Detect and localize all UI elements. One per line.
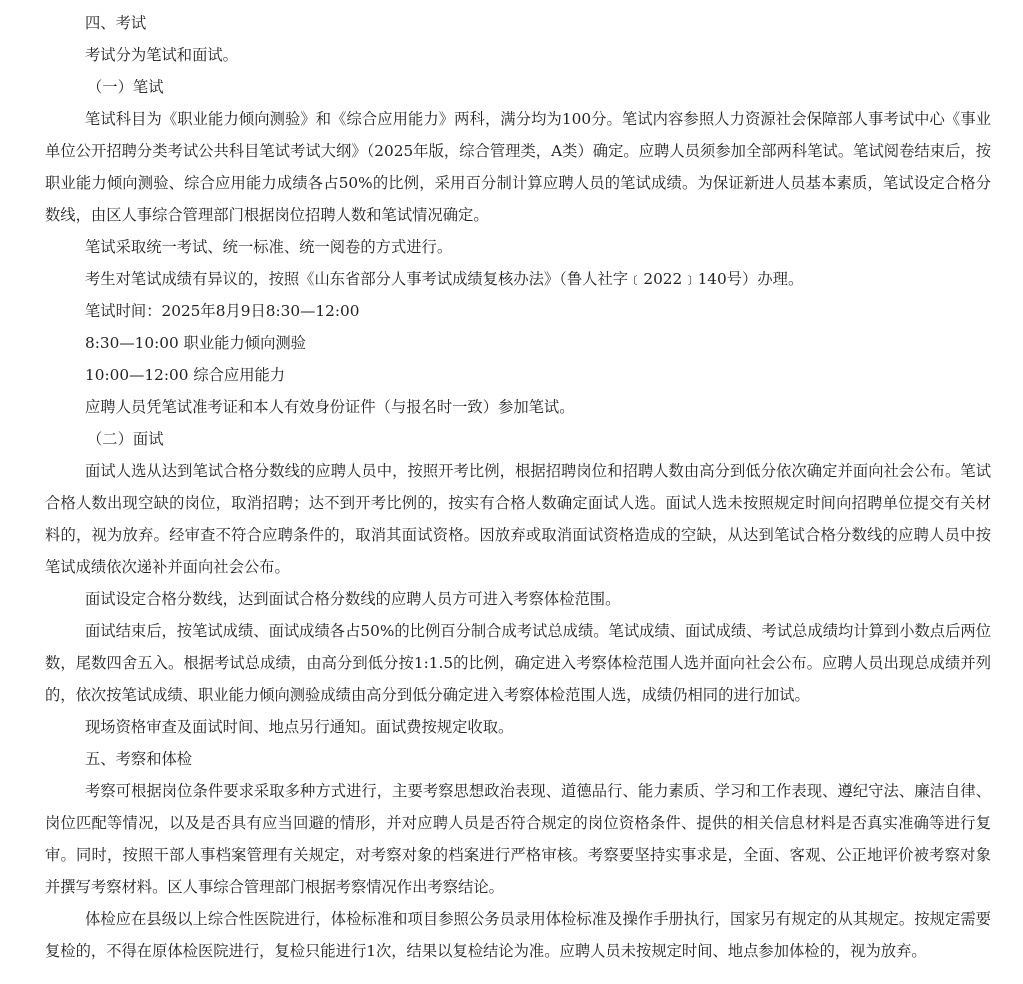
section-4-heading: 四、考试 <box>85 14 147 32</box>
interview-passline-paragraph: 面试设定合格分数线，达到面试合格分数线的应聘人员方可进入考察体检范围。 <box>85 590 621 608</box>
section-5-heading: 五、考察和体检 <box>85 750 193 768</box>
schedule-item: 10:00—12:00 综合应用能力 <box>85 366 286 384</box>
total-score-paragraph: 面试结束后，按笔试成绩、面试成绩各占50%的比例百分制合成考试总成绩。笔试成绩、面试成绩、考试总成绩均计算到小数点后两位数，尾数四舍五入。根据考试总成绩，由高分到低分按1:1.5的比例，确定进入考察体检范围人选并面向社会公布。应聘人员出现总成绩并列的，依次按笔试成绩、职业能力倾向测验成绩由高分到低分确定进入考察体检范围人选，成绩仍相同的进行加试。 <box>45 622 991 704</box>
inspection-paragraph: 考察可根据岗位条件要求采取多种方式进行，主要考察思想政治表现、道德品行、能力素质、学习和工作表现、遵纪守法、廉洁自律、岗位匹配等情况，以及是否具有应当回避的情形，并对应聘人员是否符合规定的岗位资格条件、提供的相关信息材料是否真实准确等进行复审。同时，按照干部人事档案管理有关规定，对考察对象的档案进行严格审核。考察要坚持实事求是，全面、客观、公正地评价被考察对象并撰写考察材料。区人事综合管理部门根据考察情况作出考察结论。 <box>45 782 991 896</box>
interview-selection-paragraph: 面试人选从达到笔试合格分数线的应聘人员中，按照开考比例，根据招聘岗位和招聘人数由高分到低分依次确定并面向社会公布。笔试合格人数出现空缺的岗位，取消招聘；达不到开考比例的，按实有合格人数确定面试人选。面试人选未按照规定时间向招聘单位提交有关材料的，视为放弃。经审查不符合应聘条件的，取消其面试资格。因放弃或取消面试资格造成的空缺，从达到笔试合格分数线的应聘人员中按笔试成绩依次递补并面向社会公布。 <box>45 462 991 576</box>
exam-intro: 考试分为笔试和面试。 <box>85 46 238 64</box>
written-time-paragraph: 笔试时间：2025年8月9日8:30—12:00 <box>85 302 360 320</box>
schedule-item: 8:30—10:00 职业能力倾向测验 <box>85 334 306 352</box>
written-subjects-paragraph: 笔试科目为《职业能力倾向测验》和《综合应用能力》两科，满分均为100分。笔试内容参照人力资源社会保障部人事考试中心《事业单位公开招聘分类考试公共科目笔试考试大纲》（2025年版，综合管理类，A类）确定。应聘人员须参加全部两科笔试。笔试阅卷结束后，按职业能力倾向测验、综合应用能力成绩各占50%的比例，采用百分制计算应聘人员的笔试成绩。为保证新进人员基本素质，笔试设定合格分数线，由区人事综合管理部门根据岗位招聘人数和笔试情况确定。 <box>45 110 991 224</box>
interview-heading: （二）面试 <box>87 430 164 448</box>
score-review-paragraph: 考生对笔试成绩有异议的，按照《山东省部分人事考试成绩复核办法》（鲁人社字﹝2022﹞140号）办理。 <box>85 270 804 288</box>
physical-exam-paragraph: 体检应在县级以上综合性医院进行，体检标准和项目参照公务员录用体检标准及操作手册执行，国家另有规定的从其规定。按规定需要复检的，不得在原体检医院进行，复检只能进行1次，结果以复检结论为准。应聘人员未按规定时间、地点参加体检的，视为放弃。 <box>45 910 991 960</box>
onsite-review-paragraph: 现场资格审查及面试时间、地点另行通知。面试费按规定收取。 <box>85 718 514 736</box>
written-test-heading: （一）笔试 <box>87 78 164 96</box>
written-method-paragraph: 笔试采取统一考试、统一标准、统一阅卷的方式进行。 <box>85 238 453 256</box>
id-requirement-paragraph: 应聘人员凭笔试准考证和本人有效身份证件（与报名时一致）参加笔试。 <box>85 398 575 416</box>
document-body <box>45 7 991 967</box>
